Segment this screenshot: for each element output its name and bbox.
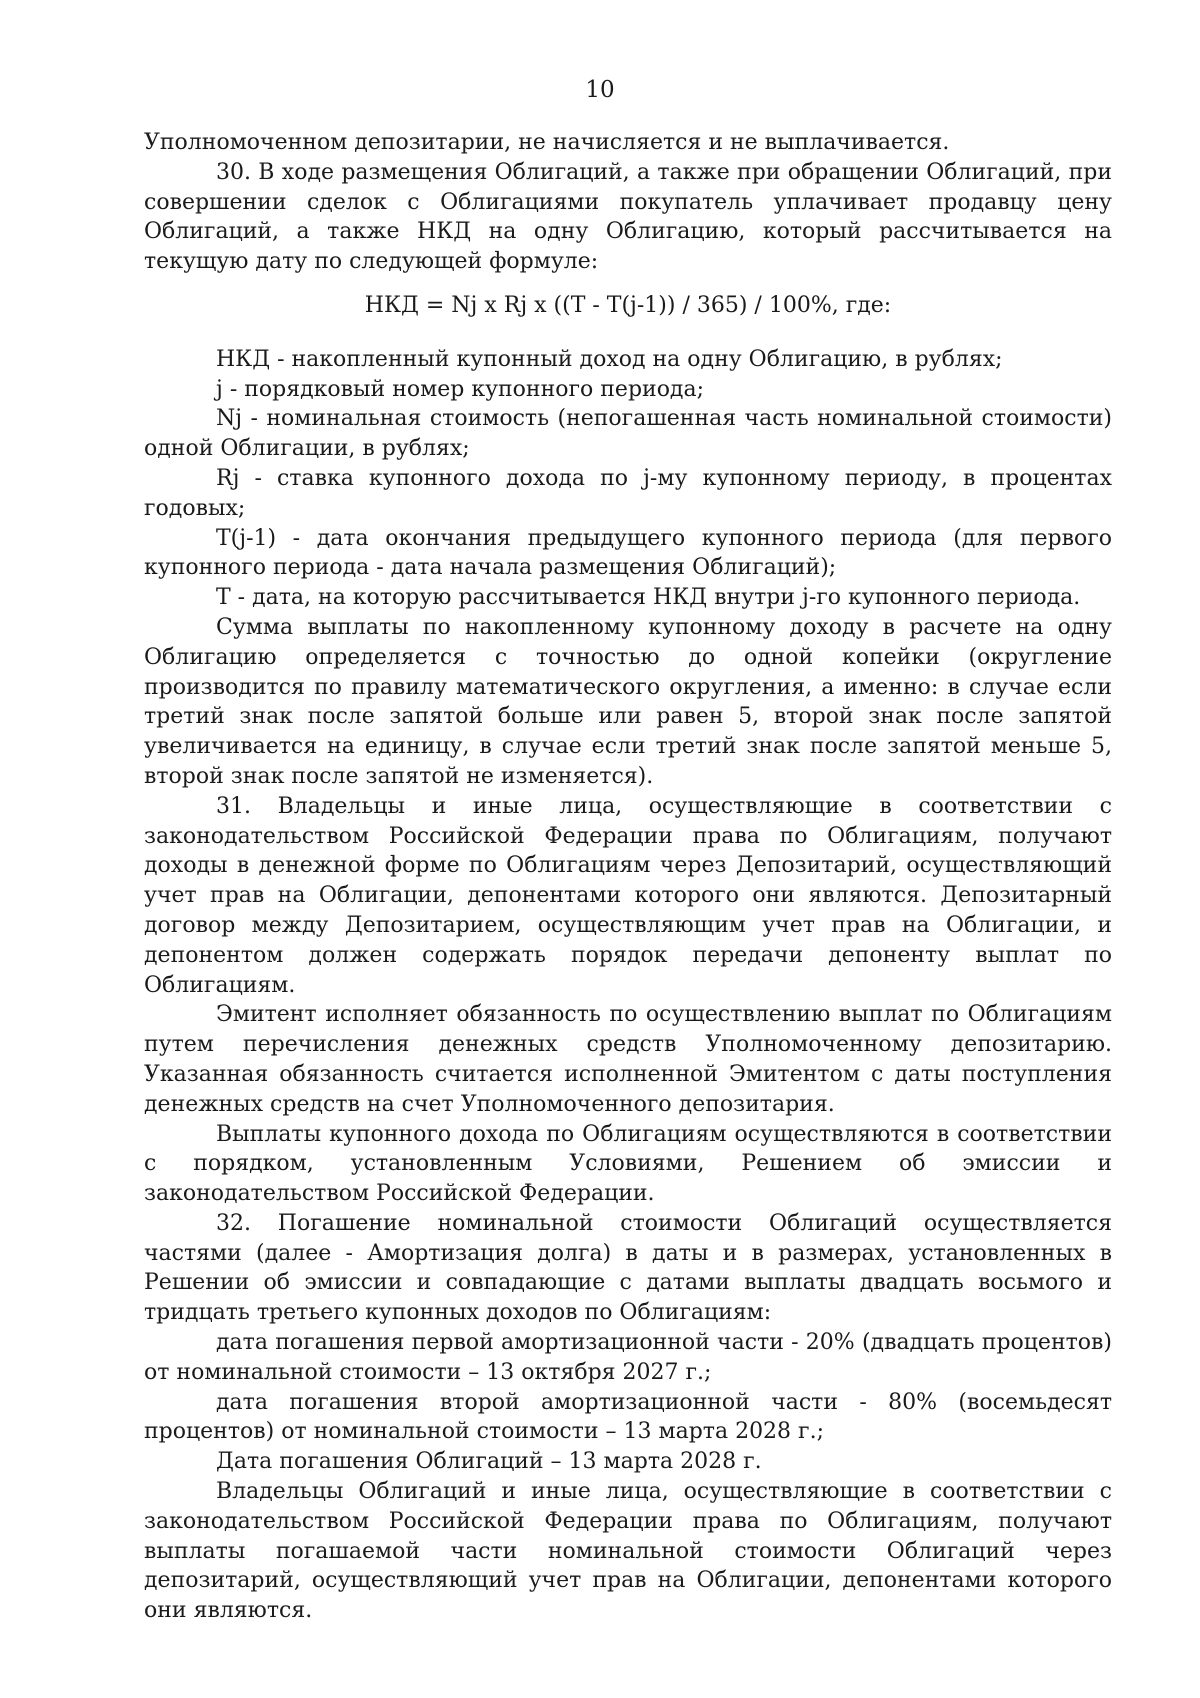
paragraph-issuer-obligation: Эмитент исполняет обязанность по осуществлению выплат по Облигациям путем перечисления денежных средств Уполномоченному депозитарию. Указанная обязанность считается исполненной Эмитентом с даты поступления денежных средств на счет Уполномоченного депозитария. [144, 1002, 1112, 1117]
paragraph-30: 30. В ходе размещения Облигаций, а также при обращении Облигаций, при совершении сделок с Облигациями покупатель уплачивает продавцу цену Облигаций, а также НКД на одну Облигацию, который рассчитывается на текущую дату по следующей формуле: [144, 159, 1112, 275]
definition-nkd: НКД - накопленный купонный доход на одну Облигацию, в рублях; [216, 346, 1003, 372]
definition-rj: Rj - ставка купонного дохода по j-му купонному периоду, в процентах годовых; [144, 465, 1112, 521]
amortization-date-1: дата погашения первой амортизационной части - 20% (двадцать процентов) от номинальной стоимости – 13 октября 2027 г.; [144, 1330, 1112, 1385]
paragraph-rounding: Сумма выплаты по накопленному купонному доходу в расчете на одну Облигацию определяется с точностью до одной копейки (округление производится по правилу математического округления, а именно: в случае если третий знак после запятой больше или равен 5, второй знак после запятой увеличивается на единицу, в случае если третий знак после запятой меньше 5, второй знак после запятой не изменяется). [144, 614, 1112, 789]
amortization-date-2: дата погашения второй амортизационной части - 80% (восемьдесят процентов) от номинальной стоимости – 13 марта 2028 г.; [144, 1389, 1112, 1445]
paragraph-32: 32. Погашение номинальной стоимости Облигаций осуществляется частями (далее - Амортизация долга) в даты и в размерах, установленных в Решении об эмиссии и совпадающие с датами выплаты двадцать восьмого и тридцать третьего купонных доходов по Облигациям: [144, 1210, 1112, 1326]
definition-j: j - порядковый номер купонного периода; [216, 376, 705, 402]
maturity-date: Дата погашения Облигаций – 13 марта 2028 г. [216, 1449, 762, 1475]
paragraph-redemption-payments: Владельцы Облигаций и иные лица, осуществляющие в соответствии с законодательством Российской Федерации права по Облигациям, получают выплаты погашаемой части номинальной стоимости Облигаций через депозитарий, осуществляющий учет прав на Облигации, депонентами которого они являются. [144, 1479, 1112, 1624]
document-body [144, 128, 1112, 1626]
definition-nj: Nj - номинальная стоимость (непогашенная часть номинальной стоимости) одной Облигации, в рублях; [144, 406, 1112, 462]
paragraph-continuation: Уполномоченном депозитарии, не начисляется и не выплачивается. [144, 130, 950, 155]
nkd-formula: НКД = Nj x Rj x ((T - T(j-1)) / 365) / 100%, где: [364, 292, 892, 318]
definition-t: T - дата, на которую рассчитывается НКД внутри j-го купонного периода. [216, 585, 1081, 611]
paragraph-coupon-payments: Выплаты купонного дохода по Облигациям осуществляются в соответствии с порядком, установленным Условиями, Решением об эмиссии и законодательством Российской Федерации. [144, 1121, 1112, 1207]
page-number: 10 [585, 77, 615, 103]
paragraph-31: 31. Владельцы и иные лица, осуществляющие в соответствии с законодательством Российской Федерации права по Облигациям, получают доходы в денежной форме по Облигациям через Депозитарий, осуществляющий учет прав на Облигации, депонентами которого они являются. Депозитарный договор между Депозитарием, осуществляющим учет прав на Облигации, и депонентом должен содержать порядок передачи депоненту выплат по Облигациям. [144, 793, 1112, 998]
definition-tj1: T(j-1) - дата окончания предыдущего купонного периода (для первого купонного периода - дата начала размещения Облигаций); [144, 525, 1112, 581]
